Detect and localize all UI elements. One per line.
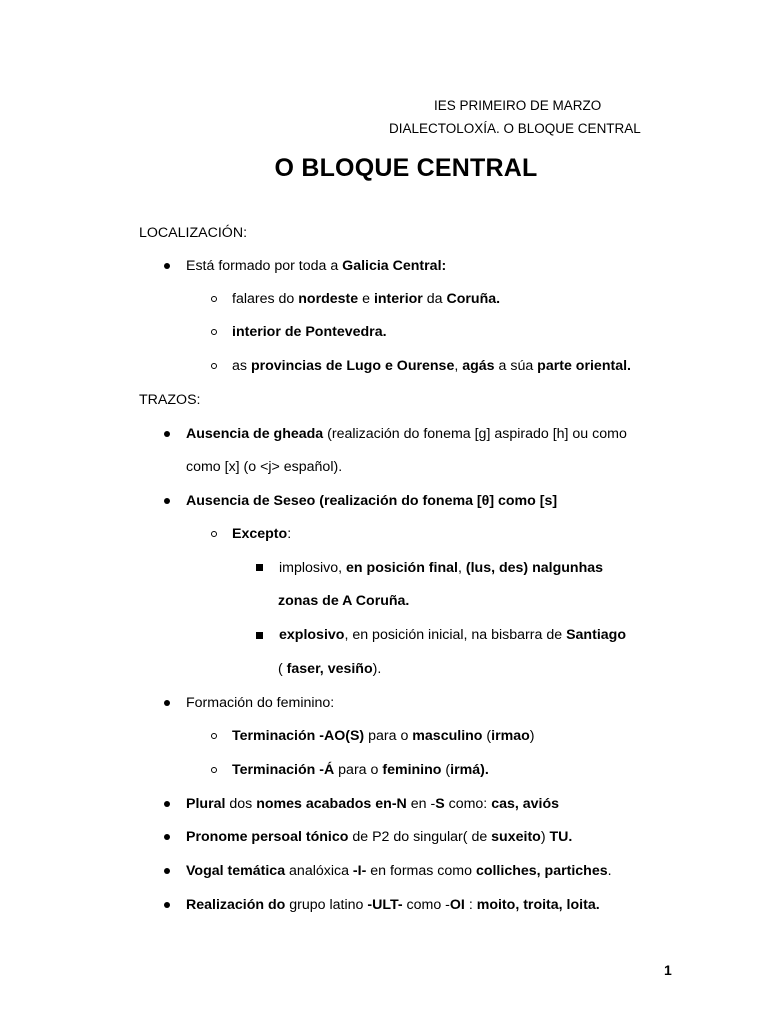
bold-text-run: interior [373, 291, 423, 307]
bullet-circle [211, 296, 217, 302]
page-title: O BLOQUE CENTRAL [274, 154, 538, 182]
bullet-circle [211, 531, 217, 537]
list-item-t2a [232, 525, 291, 543]
bold-text-run: faser, vesiño [286, 661, 373, 677]
text-run: ( [441, 762, 451, 778]
list-item-t4 [186, 795, 559, 813]
text-run: en formas como [366, 863, 476, 879]
bold-text-run: Plural [186, 796, 226, 812]
text-run: as [232, 358, 251, 374]
text-run: para o [334, 762, 383, 778]
bullet-disc [164, 263, 170, 269]
bold-text-run: colliches, partiches [475, 863, 608, 879]
text-run: para o [364, 728, 413, 744]
text-run: implosivo, [279, 560, 347, 576]
text-run: (realización do fonema [g] aspirado [h] ou como [323, 426, 627, 442]
bold-text-run: -I- [352, 863, 367, 879]
bold-text-run: Ausencia de gheada [186, 426, 324, 442]
bold-text-run: S [435, 796, 445, 812]
bullet-disc [164, 834, 170, 840]
bold-text-run: provincias de Lugo e Ourense [250, 358, 455, 374]
bold-text-run: moito, troita, loita. [476, 897, 600, 913]
bold-text-run: Terminación -Á [232, 762, 335, 778]
bold-text-run: explosivo [279, 627, 345, 643]
bullet-circle [211, 363, 217, 369]
bold-text-run: Ausencia de Seseo (realización do fonema [θ] como [s] [186, 493, 558, 509]
list-item-t2 [186, 492, 557, 510]
list-item-t1 [186, 425, 627, 443]
bold-text-run: nomes acabados en-N [256, 796, 407, 812]
text-run: , en posición inicial, na bisbarra de [344, 627, 567, 643]
bold-text-run: interior de Pontevedra. [232, 324, 387, 340]
bullet-disc [164, 700, 170, 706]
bold-text-run: suxeito [491, 829, 541, 845]
bold-text-run: cas, aviós [491, 796, 560, 812]
bold-text-run: feminino [382, 762, 442, 778]
bold-text-run: OI [449, 897, 465, 913]
list-item-t1-continued [186, 458, 342, 476]
bullet-circle [211, 733, 217, 739]
bold-text-run: Galicia Central: [342, 258, 447, 274]
text-run: Formación do feminino: [186, 695, 335, 711]
bold-text-run: Pronome persoal tónico [186, 829, 349, 845]
list-item-t5 [186, 828, 572, 846]
list-item-loc1b [232, 323, 387, 341]
text-run: da [422, 291, 447, 307]
list-item-t3a [232, 727, 535, 745]
bold-text-run: irmao [491, 728, 530, 744]
header-school: IES PRIMEIRO DE MARZO [434, 98, 602, 113]
text-run: como - [402, 897, 450, 913]
bold-text-run: nordeste [298, 291, 359, 307]
bullet-disc [164, 902, 170, 908]
bold-text-run: en posición final [346, 560, 458, 576]
bold-text-run: irmá). [450, 762, 489, 778]
bullet-disc [164, 801, 170, 807]
text-run: ) [529, 728, 535, 744]
bold-text-run: Realización do [186, 897, 286, 913]
bullet-square [256, 632, 263, 639]
bold-text-run: Vogal temática [186, 863, 286, 879]
text-run: falares do [232, 291, 299, 307]
text-run: en - [406, 796, 436, 812]
text-run: : [464, 897, 477, 913]
text-run: grupo latino [285, 897, 368, 913]
list-item-loc1c [232, 357, 631, 375]
list-item-t2a2-continued [278, 660, 381, 678]
bold-text-run: (lus, des) nalgunhas [465, 560, 604, 576]
text-run: analóxica [285, 863, 353, 879]
bullet-disc [164, 431, 170, 437]
text-run: ) [540, 829, 550, 845]
bold-text-run: -ULT- [367, 897, 403, 913]
text-run: , [454, 358, 463, 374]
list-item-t3 [186, 694, 334, 712]
text-run: , [457, 560, 466, 576]
text-run: de P2 do singular( de [348, 829, 492, 845]
list-item-t6 [186, 862, 612, 880]
bold-text-run: parte oriental. [537, 358, 631, 374]
list-item-t2a1-continued [278, 592, 409, 610]
bullet-circle [211, 329, 217, 335]
list-item-t3b [232, 761, 489, 779]
bold-text-run: zonas de A Coruña. [278, 593, 410, 609]
list-item-t7 [186, 896, 600, 914]
bold-text-run: Santiago [566, 627, 626, 643]
text-run: Está formado por toda a [186, 258, 343, 274]
bullet-circle [211, 767, 217, 773]
text-run: ( [482, 728, 492, 744]
bold-text-run: Coruña. [446, 291, 501, 307]
text-run: a súa [494, 358, 538, 374]
text-run: como: [444, 796, 492, 812]
list-item-t2a2 [279, 626, 626, 644]
page-number: 1 [664, 962, 672, 978]
text-run: como [x] (o <j> español). [186, 459, 343, 475]
text-run: ( [278, 661, 287, 677]
bullet-square [256, 564, 263, 571]
text-run: . [607, 863, 612, 879]
bullet-disc [164, 868, 170, 874]
list-item-loc1a [232, 290, 500, 308]
bold-text-run: Excepto [232, 526, 288, 542]
bullet-disc [164, 498, 170, 504]
bold-text-run: Terminación -AO(S) [232, 728, 365, 744]
text-run: : [287, 526, 292, 542]
list-item-t2a1 [279, 559, 603, 577]
header-subject: DIALECTOLOXÍA. O BLOQUE CENTRAL [389, 121, 641, 136]
bold-text-run: TU. [549, 829, 573, 845]
heading-localizacion: LOCALIZACIÓN: [139, 225, 248, 241]
text-run: dos [225, 796, 257, 812]
list-item-loc1 [186, 257, 446, 275]
text-run: ). [372, 661, 382, 677]
bold-text-run: agás [462, 358, 495, 374]
heading-trazos: TRAZOS: [139, 392, 201, 408]
bold-text-run: masculino [412, 728, 483, 744]
text-run: e [358, 291, 374, 307]
